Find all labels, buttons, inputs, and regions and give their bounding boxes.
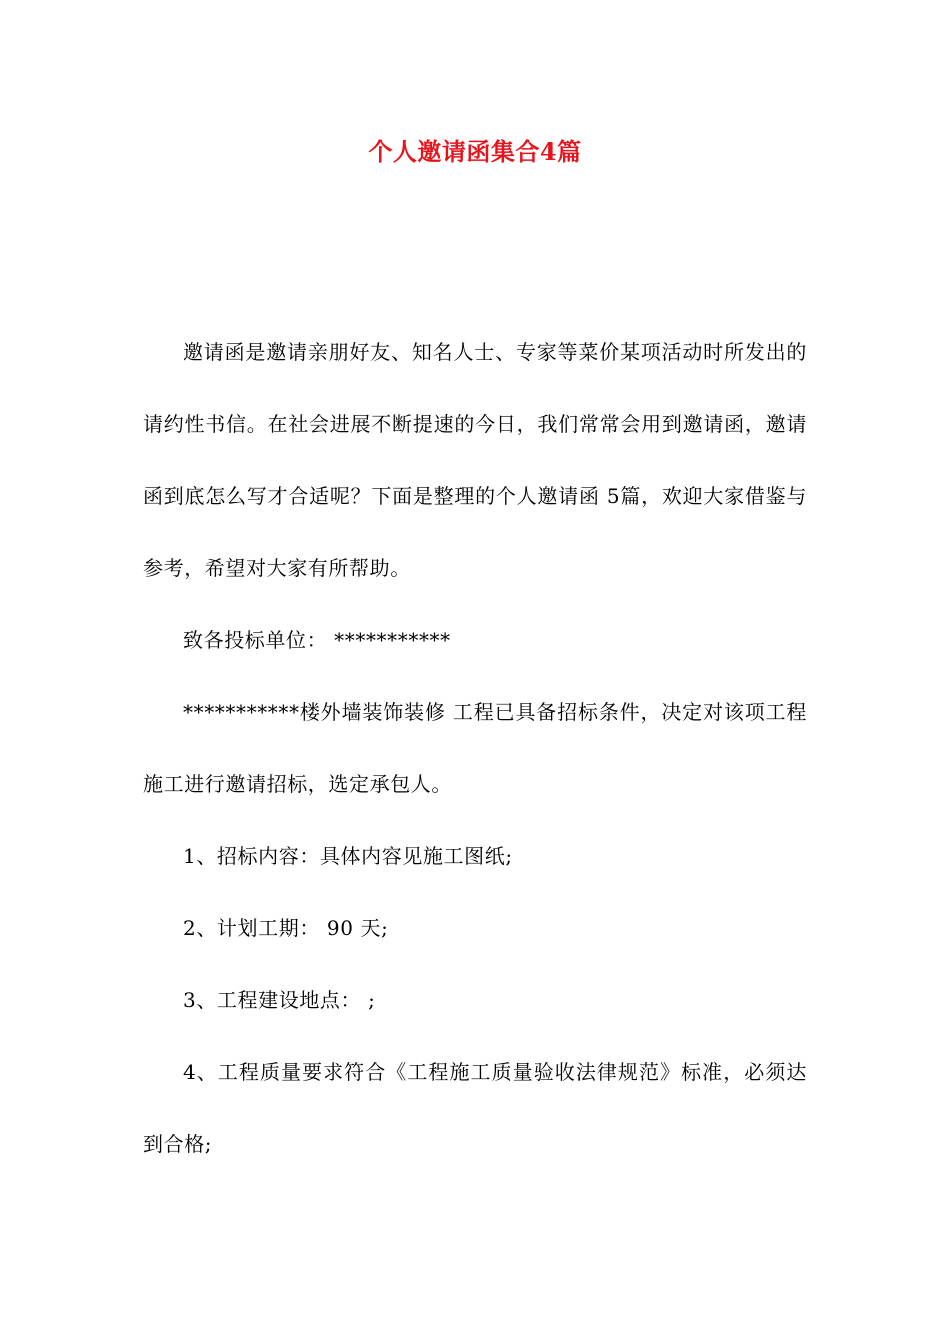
item-quality-requirement: 4、工程质量要求符合《工程施工质量验收法律规范》标准，必须达到合格; [143, 1060, 807, 1156]
document-body [143, 316, 807, 1180]
salutation-paragraph: 致各投标单位： *********** [183, 628, 451, 652]
document-title: 个人邀请函集合4篇 [368, 137, 582, 166]
item-bid-content: 1、招标内容：具体内容见施工图纸; [183, 844, 513, 868]
intro-paragraph: 邀请函是邀请亲朋好友、知名人士、专家等菜价某项活动时所发出的请约性书信。在社会进展不断提速的今日，我们常常会用到邀请函，邀请函到底怎么写才合适呢？下面是整理的个人邀请函 5篇，欢迎大家借鉴与参考，希望对大家有所帮助。 [143, 340, 807, 580]
project-paragraph: ***********楼外墙装饰装修 工程已具备招标条件，决定对该项工程施工进行邀请招标，选定承包人。 [143, 700, 807, 796]
item-planned-duration: 2、计划工期： 90 天; [183, 916, 389, 940]
item-construction-site: 3、工程建设地点： ; [183, 988, 376, 1012]
